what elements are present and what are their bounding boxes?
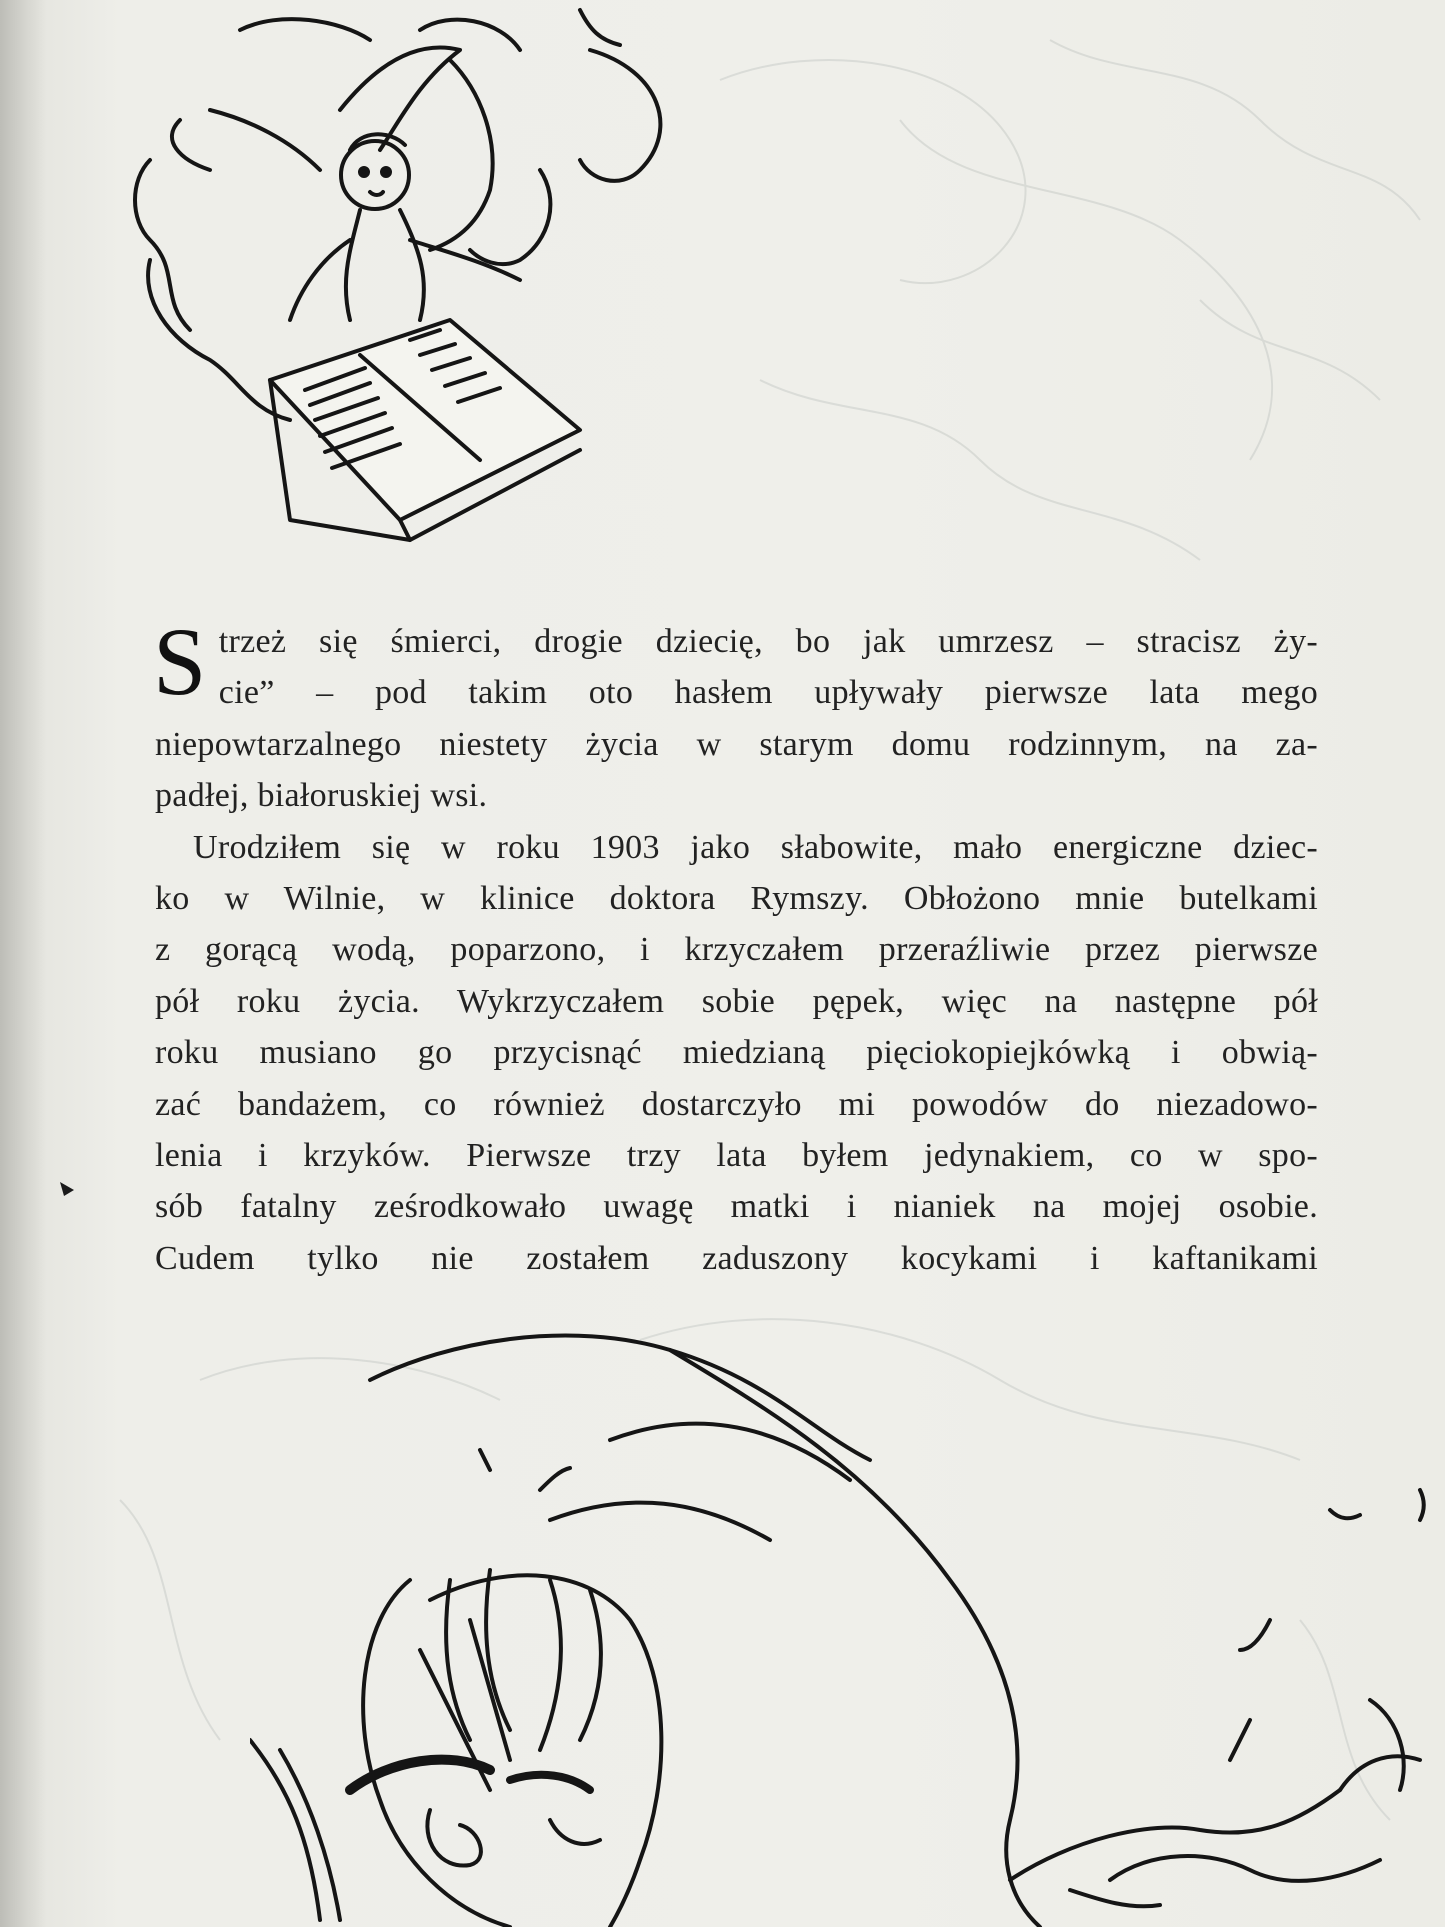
text-line: pół roku życia. Wykrzyczałem sobie pępek, więc na następne pół	[155, 982, 1318, 1020]
sketched-figure-icon	[250, 1320, 1445, 1927]
text-line: padłej, białoruskiej wsi.	[155, 777, 488, 815]
text-line: sób fatalny ześrodkowało uwagę matki i nianiek na mojej osobie.	[155, 1188, 1318, 1226]
paragraph-1	[153, 608, 1318, 822]
drop-cap: S	[153, 608, 207, 715]
text-line: cie” – pod takim oto hasłem upływały pierwsze lata mego	[218, 674, 1318, 712]
text-line: Cudem tylko nie zostałem zaduszony kocykami i kaftanikami	[155, 1239, 1318, 1277]
text-line: ko w Wilnie, w klinice doktora Rymszy. Obłożono mnie butelkami	[155, 880, 1318, 918]
text-line: z gorącą wodą, poparzono, i krzyczałem przeraźliwie przez pierwsze	[155, 931, 1318, 969]
cherub-with-open-book-icon	[120, 0, 700, 560]
text-line: trzeż się śmierci, drogie dziecię, bo jak umrzesz – stracisz ży-	[218, 623, 1318, 660]
text-line: lenia i krzyków. Pierwsze trzy lata byłem jedynakiem, co w spo-	[155, 1137, 1318, 1175]
text-line: Urodziłem się w roku 1903 jako słabowite, mało energiczne dziec-	[193, 828, 1318, 866]
text-line: zać bandażem, co również dostarczyło mi powodów do niezadowo-	[155, 1085, 1318, 1123]
paragraph-2	[155, 822, 1318, 1285]
text-line: roku musiano go przycisnąć miedzianą pięciokopiejkówką i obwią-	[155, 1034, 1318, 1072]
text-line: niepowtarzalnego niestety życia w starym domu rodzinnym, na za-	[155, 725, 1318, 763]
body-text	[153, 608, 1318, 1284]
margin-mark-icon	[60, 1182, 74, 1196]
